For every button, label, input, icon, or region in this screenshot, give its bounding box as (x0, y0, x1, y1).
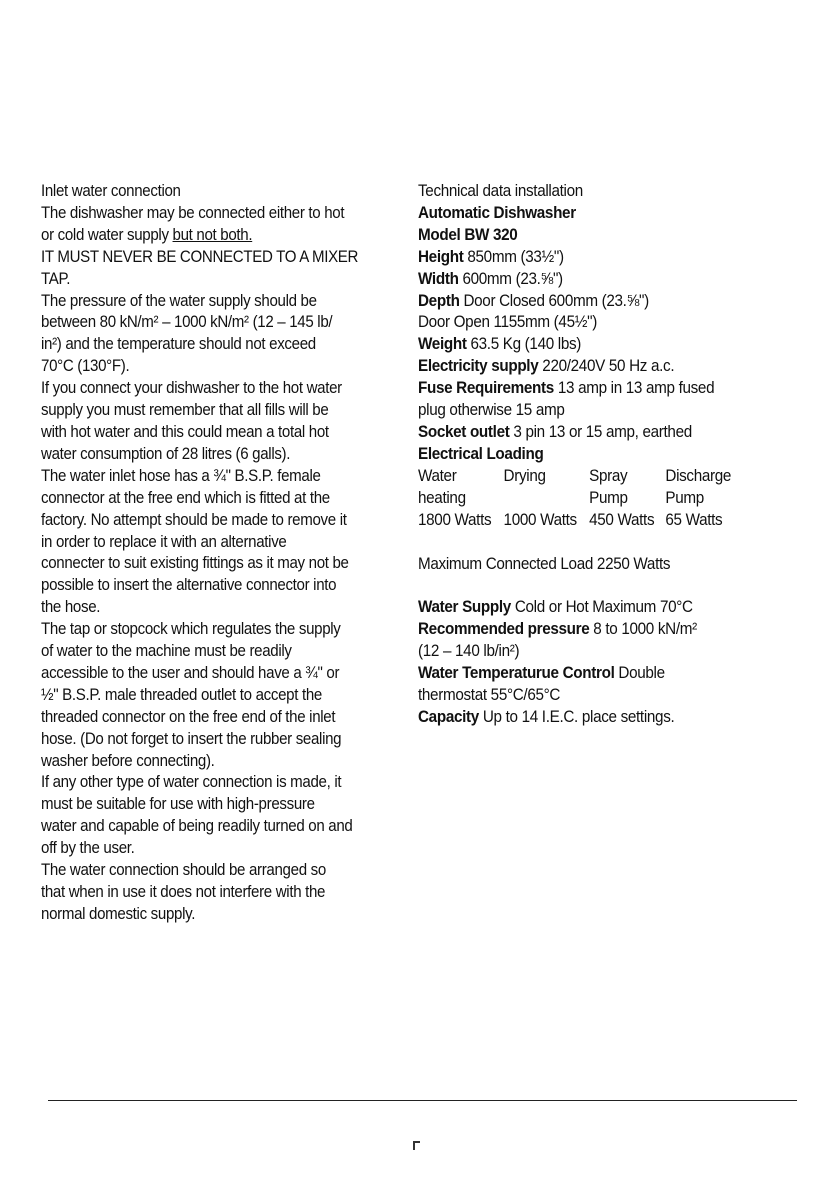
hose-text-line: factory. No attempt should be made to remove it (41, 510, 347, 529)
spec-label: Electricity supply (418, 357, 539, 376)
tap-text-line: threaded connector on the free end of the inlet (41, 707, 336, 726)
spec-value: 63.5 Kg (140 lbs) (466, 335, 582, 354)
spec-door-open: Door Open 1155mm (45½") (418, 313, 597, 332)
spec-value: 600mm (23.⅝") (458, 269, 563, 288)
inlet-text-line: The dishwasher may be connected either to hot (41, 203, 345, 222)
hot-water-text-line: water consumption of 28 litres (6 galls). (41, 444, 291, 463)
loading-cell: Pump (589, 488, 628, 507)
hot-water-text-line: If you connect your dishwasher to the hot water (41, 379, 342, 398)
other-connection-text-line: must be suitable for use with high-pressure (41, 795, 315, 814)
hot-water-text-line: with hot water and this could mean a total hot (41, 422, 329, 441)
hose-text-line: connector at the free end which is fitted at the (41, 488, 330, 507)
tap-text-line: The tap or stopcock which regulates the supply (41, 620, 341, 639)
loading-cell: Pump (665, 488, 704, 507)
tap-text-line: of water to the machine must be readily (41, 642, 292, 661)
inlet-heading: Inlet water connection (41, 182, 181, 200)
spec-value: 13 amp in 13 amp fused (553, 379, 715, 398)
inlet-text: or cold water supply (41, 225, 173, 244)
spec-pressure-continued: (12 – 140 lb/in²) (418, 642, 520, 661)
spec-value: Double (614, 664, 665, 683)
loading-cell: heating (418, 488, 466, 507)
spec-socket (418, 422, 795, 444)
arrangement-text-line: that when in use it does not interfere with the (41, 883, 326, 901)
spec-label: Weight (418, 335, 467, 354)
spec-temperature-continued: thermostat 55°C/65°C (418, 686, 561, 705)
hose-text-line: connecter to suit existing fittings as it may not be (41, 554, 349, 573)
pressure-text-line: The pressure of the water supply should be (41, 291, 317, 310)
hose-text-line: The water inlet hose has a ¾" B.S.P. female (41, 466, 321, 485)
other-connection-text-line: If any other type of water connection is made, it (41, 773, 342, 792)
loading-cell: Discharge (665, 466, 732, 485)
inlet-warning: TAP. (41, 269, 71, 288)
tech-heading: Technical data installation (418, 182, 583, 200)
spec-label: Capacity (418, 707, 479, 726)
spec-pressure (418, 619, 795, 641)
spec-value: 3 pin 13 or 15 amp, earthed (509, 422, 692, 441)
other-connection-text-line: water and capable of being readily turned on and (41, 817, 353, 836)
spec-depth (418, 291, 795, 313)
tech-subtitle: Automatic Dishwasher (418, 203, 576, 222)
spec-water-supply (418, 597, 795, 619)
footer-rule (48, 1100, 797, 1101)
other-connection-text-line: off by the user. (41, 839, 135, 858)
spec-label: Socket outlet (418, 422, 510, 441)
spec-max-load: Maximum Connected Load 2250 Watts (418, 554, 671, 573)
loading-cell: Spray (589, 466, 628, 485)
corner-mark (413, 1141, 420, 1150)
loading-cell: Water (418, 466, 457, 485)
inlet-warning: IT MUST NEVER BE CONNECTED TO A MIXER (41, 247, 359, 266)
arrangement-text-line: normal domestic supply. (41, 904, 196, 923)
spec-label: Height (418, 247, 464, 266)
tap-text-line: washer before connecting). (41, 751, 215, 770)
tap-text-line: accessible to the user and should have a ¾" or (41, 663, 340, 682)
loading-cell: 65 Watts (665, 510, 723, 529)
loading-cell: Drying (503, 466, 546, 485)
loading-cell: 1000 Watts (503, 510, 577, 529)
spec-loading-label: Electrical Loading (418, 444, 544, 463)
spec-fuse-continued: plug otherwise 15 amp (418, 401, 565, 420)
spec-width (418, 269, 795, 291)
spacer (418, 532, 823, 554)
inlet-underlined-text: but not both. (172, 225, 253, 244)
inlet-text-line (41, 225, 358, 247)
arrangement-text-line: The water connection should be arranged so (41, 861, 326, 880)
spec-height (418, 247, 795, 269)
spec-label: Width (418, 269, 459, 288)
spec-value: 850mm (33½") (463, 247, 564, 266)
spec-value: Up to 14 I.E.C. place settings. (478, 707, 675, 726)
spec-fuse (418, 378, 795, 400)
technical-data-section (418, 181, 823, 729)
loading-cell: 450 Watts (589, 510, 655, 529)
spec-capacity (418, 707, 795, 729)
spec-value: 8 to 1000 kN/m² (589, 620, 697, 639)
tap-text-line: ½" B.S.P. male threaded outlet to accept the (41, 685, 322, 704)
spec-temperature (418, 663, 795, 685)
loading-cell (504, 488, 590, 510)
inlet-water-section (41, 181, 386, 926)
electrical-loading-table (418, 466, 795, 532)
pressure-text-line: between 80 kN/m² – 1000 kN/m² (12 – 145 lb/ (41, 313, 333, 332)
tech-model: Model BW 320 (418, 225, 518, 244)
spec-label: Water Supply (418, 598, 511, 617)
spec-label: Fuse Requirements (418, 379, 554, 398)
hose-text-line: possible to insert the alternative connector into (41, 576, 337, 595)
spec-weight (418, 334, 795, 356)
spec-label: Depth (418, 291, 460, 310)
tap-text-line: hose. (Do not forget to insert the rubber sealing (41, 729, 342, 748)
pressure-text-line: in²) and the temperature should not exceed (41, 335, 316, 354)
spacer (418, 575, 823, 597)
spec-electricity (418, 356, 795, 378)
hot-water-text-line: supply you must remember that all fills will be (41, 401, 329, 420)
spec-label: Recommended pressure (418, 620, 590, 639)
spec-value: 220/240V 50 Hz a.c. (538, 357, 675, 376)
spec-value: Door Closed 600mm (23.⅝") (459, 291, 649, 310)
spec-label: Water Temperaturue Control (418, 664, 615, 683)
loading-cell: 1800 Watts (418, 510, 492, 529)
spec-value: Cold or Hot Maximum 70°C (510, 598, 693, 617)
hose-text-line: in order to replace it with an alternative (41, 532, 287, 551)
hose-text-line: the hose. (41, 598, 101, 617)
pressure-text-line: 70°C (130°F). (41, 357, 130, 376)
